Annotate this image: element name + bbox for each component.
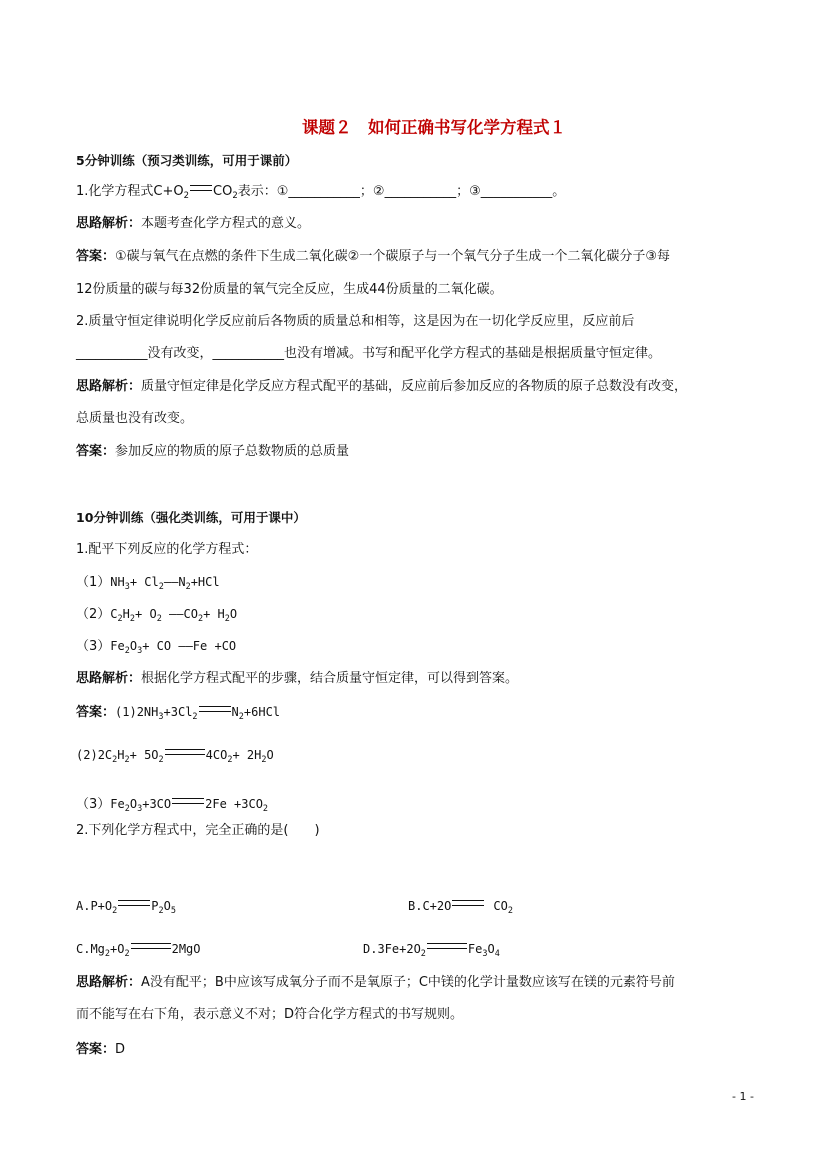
option-d: $D.3Fe+2O_2$ $Fe_3O_4$ xyxy=(363,942,500,959)
equals-sign xyxy=(427,943,467,949)
analysis-1: 思路解析：本题考查化学方程式的意义。 xyxy=(76,216,311,231)
question-1: 1.化学方程式$C+O_2$ $CO_2$表示：①___________；②___________；③___________。 xyxy=(76,184,566,201)
question-2: 2.质量守恒定律说明化学反应前后各物质的质量总和相等，这是因为在一切化学反应里，反应前后 xyxy=(76,314,635,329)
equals-sign xyxy=(172,798,204,804)
equation-2: $(2)C_2H_2+ O_2$ $——CO_2+ H_2O$ xyxy=(76,607,238,624)
equals-sign xyxy=(165,749,205,755)
analysis-4-cont: 而不能写在右下角，表示意义不对；D符合化学方程式的书写规则。 xyxy=(76,1007,464,1022)
question-3: 1.配平下列反应的化学方程式： xyxy=(76,542,258,557)
equation-1: $(1)NH_3+$ $Cl_2——N_2+HCl$ xyxy=(76,575,220,592)
equals-sign xyxy=(190,185,212,191)
equation-3: $(3)Fe_2O_3+$ CO ——Fe +CO xyxy=(76,639,237,656)
equals-sign xyxy=(452,900,484,906)
analysis-2-cont: 总质量也没有改变。 xyxy=(76,411,194,426)
question-4: 2.下列化学方程式中，完全正确的是( ) xyxy=(76,823,320,838)
answer-4: 答案：D xyxy=(76,1042,126,1057)
answer-3: 答案：$(1)2NH_3+3Cl_2$ $N_2+6HCl$ xyxy=(76,705,281,722)
answer-1: 答案：①碳与氧气在点燃的条件下生成二氧化碳②一个碳原子与一个氧气分子生成一个二氧化碳分子③每 xyxy=(76,249,670,264)
option-a: $A.P+O_2$ $P_2O_5$ xyxy=(76,899,176,916)
analysis-4: 思路解析：A没有配平；B中应该写成氧分子而不是氧原子；C中镁的化学计量数应该写在镁的元素符号前 xyxy=(76,975,675,990)
answer-1-cont: 12份质量的碳与每32份质量的氧气完全反应，生成44份质量的二氧化碳。 xyxy=(76,282,503,297)
equals-sign xyxy=(118,900,150,906)
question-2-cont: ___________没有改变，___________也没有增减。书写和配平化学方程式的基础是根据质量守恒定律。 xyxy=(76,346,662,361)
option-c: $C.Mg_2+O_2$ 2MgO xyxy=(76,942,201,959)
analysis-3: 思路解析：根据化学方程式配平的步骤，结合质量守恒定律，可以得到答案。 xyxy=(76,671,519,686)
equals-sign xyxy=(199,706,231,712)
answer-2: 答案：参加反应的物质的原子总数物质的总质量 xyxy=(76,444,350,459)
equals-sign xyxy=(131,943,171,949)
page-number: - 1 - xyxy=(732,1090,754,1103)
answer-3-line-2: $(2)2C_2H_2+ 5O_2$ $4CO_2+ 2H_2O$ xyxy=(76,748,274,765)
answer-3-line-3: $(3)Fe_2O_3+3CO$ $2Fe +3CO_2$ xyxy=(76,797,269,814)
lesson-title: 课题２ 如何正确书写化学方程式１ xyxy=(302,118,566,137)
section-heading-10min: 10分钟训练（强化类训练，可用于课中） xyxy=(76,510,306,525)
analysis-2: 思路解析：质量守恒定律是化学反应方程式配平的基础，反应前后参加反应的各物质的原子总数没有改变， xyxy=(76,379,688,394)
section-heading-5min: 5分钟训练（预习类训练，可用于课前） xyxy=(76,153,298,168)
option-b: B.C+2O $CO_2$ xyxy=(408,899,513,916)
